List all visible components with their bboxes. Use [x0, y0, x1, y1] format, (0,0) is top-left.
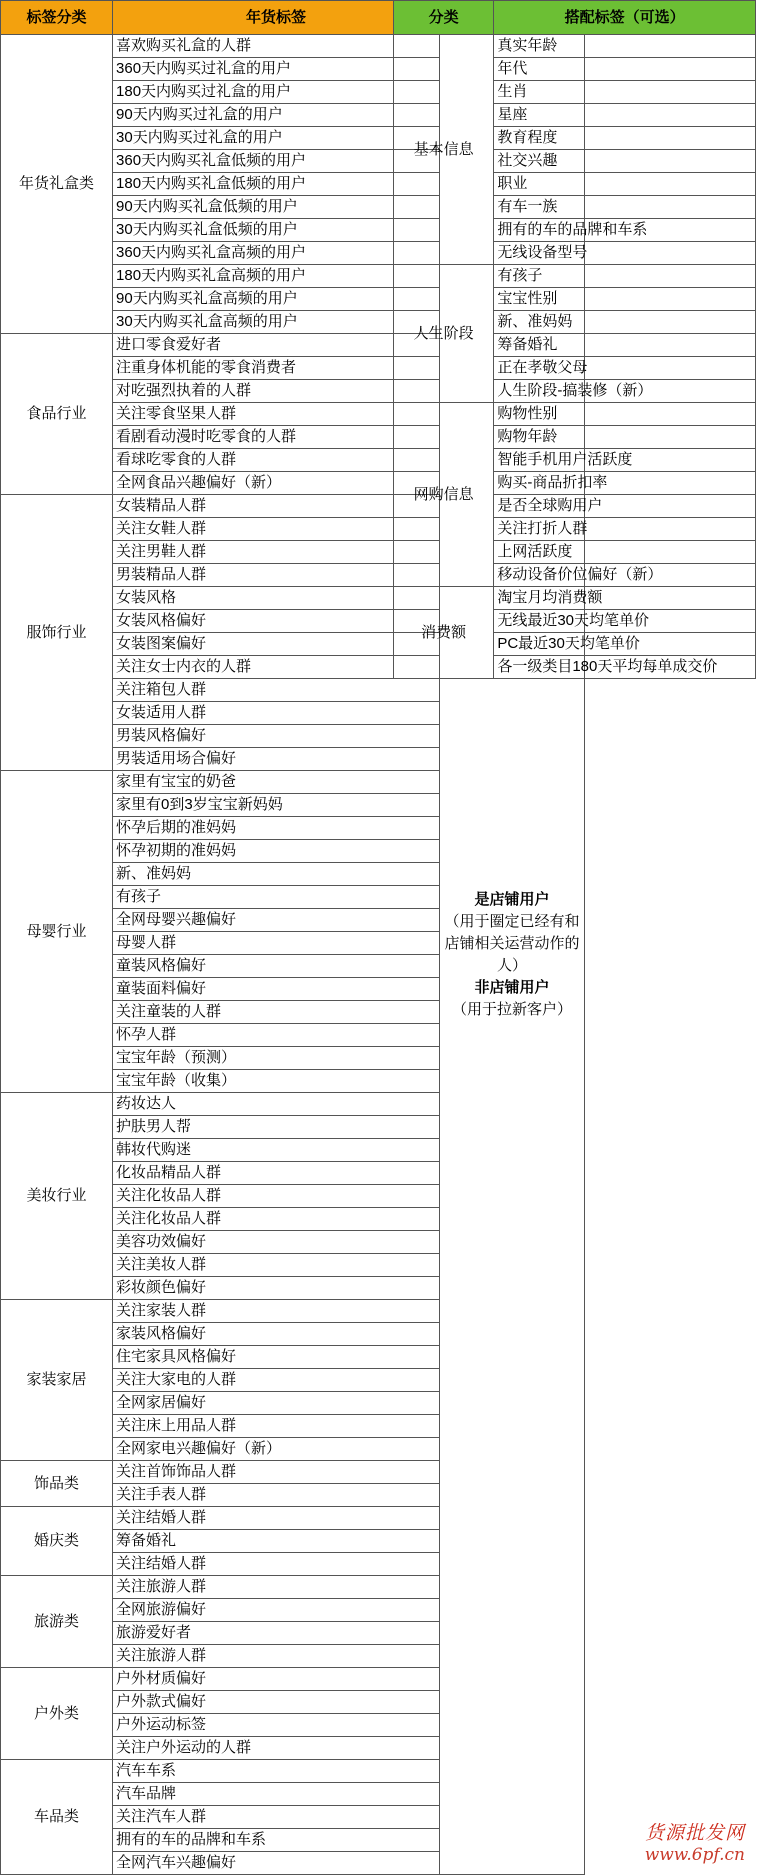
tag-cell: 购买-商品折扣率 — [494, 472, 756, 495]
tag-cell: 人生阶段-搞装修（新） — [494, 380, 756, 403]
tag-cell: 全网旅游偏好 — [113, 1599, 440, 1622]
tag-cell: 男装适用场合偏好 — [113, 748, 440, 771]
tag-cell: 全网食品兴趣偏好（新） — [113, 472, 440, 495]
tag-cell: 360天内购买礼盒高频的用户 — [113, 242, 440, 265]
tag-cell: 关注童装的人群 — [113, 1001, 440, 1024]
tag-cell: 女装风格偏好 — [113, 610, 440, 633]
table-row — [394, 587, 756, 610]
category-cell: 网购信息 — [394, 403, 494, 587]
category-cell: 家装家居 — [1, 1300, 113, 1461]
tag-cell: 90天内购买礼盒低频的用户 — [113, 196, 440, 219]
required-store-user-note: （用于圈定已经有和店铺相关运营动作的人） — [444, 912, 580, 974]
tag-cell: 无线设备型号 — [494, 242, 756, 265]
category-cell: 人生阶段 — [394, 265, 494, 403]
tag-cell: 90天内购买礼盒高频的用户 — [113, 288, 440, 311]
tag-cell: 怀孕后期的准妈妈 — [113, 817, 440, 840]
tag-cell: 怀孕人群 — [113, 1024, 440, 1047]
tag-cell: 童装面料偏好 — [113, 978, 440, 1001]
tag-cell: 汽车车系 — [113, 1760, 440, 1783]
category-cell: 母婴行业 — [1, 771, 113, 1093]
tag-cell: 全网汽车兴趣偏好 — [113, 1852, 440, 1875]
tag-cell: 移动设备价位偏好（新） — [494, 564, 756, 587]
tag-cell: 关注户外运动的人群 — [113, 1737, 440, 1760]
tag-cell: 30天内购买礼盒高频的用户 — [113, 311, 440, 334]
tag-cell: 90天内购买过礼盒的用户 — [113, 104, 440, 127]
tag-cell: 有孩子 — [494, 265, 756, 288]
tag-cell: 怀孕初期的准妈妈 — [113, 840, 440, 863]
table-row — [394, 265, 756, 288]
tag-cell: 关注男鞋人群 — [113, 541, 440, 564]
tag-cell: 户外款式偏好 — [113, 1691, 440, 1714]
tag-cell: 看球吃零食的人群 — [113, 449, 440, 472]
tag-cell: 男装风格偏好 — [113, 725, 440, 748]
tag-cell: 关注女士内衣的人群 — [113, 656, 440, 679]
tag-cell: 家里有0到3岁宝宝新妈妈 — [113, 794, 440, 817]
right-table-body — [394, 35, 756, 679]
header-newyear-tag: 年货标签 — [113, 1, 440, 35]
tag-cell: 关注手表人群 — [113, 1484, 440, 1507]
tag-cell: 关注首饰饰品人群 — [113, 1461, 440, 1484]
tag-cell: 筹备婚礼 — [494, 334, 756, 357]
tag-cell: 有孩子 — [113, 886, 440, 909]
tag-cell: 关注打折人群 — [494, 518, 756, 541]
tag-cell: 全网家居偏好 — [113, 1392, 440, 1415]
tag-cell: 无线最近30天均笔单价 — [494, 610, 756, 633]
tag-cell: 对吃强烈执着的人群 — [113, 380, 440, 403]
category-cell: 户外类 — [1, 1668, 113, 1760]
required-non-store-user-note: （用于拉新客户） — [452, 1000, 573, 1018]
tag-cell: 女装适用人群 — [113, 702, 440, 725]
tag-cell: 户外运动标签 — [113, 1714, 440, 1737]
category-cell: 婚庆类 — [1, 1507, 113, 1576]
tag-cell: 社交兴趣 — [494, 150, 756, 173]
tag-cell: 是否全球购用户 — [494, 495, 756, 518]
right-header-row — [394, 1, 756, 35]
tag-cell: 宝宝年龄（预测） — [113, 1047, 440, 1070]
tag-cell: 关注女鞋人群 — [113, 518, 440, 541]
category-cell: 食品行业 — [1, 334, 113, 495]
tag-cell: 关注美妆人群 — [113, 1254, 440, 1277]
tag-cell: 生肖 — [494, 81, 756, 104]
tag-cell: 购物年龄 — [494, 426, 756, 449]
tag-cell: 30天内购买过礼盒的用户 — [113, 127, 440, 150]
tag-cell: 关注汽车人群 — [113, 1806, 440, 1829]
tag-cell: 进口零食爱好者 — [113, 334, 440, 357]
tag-cell: 宝宝性别 — [494, 288, 756, 311]
tag-cell: 购物性别 — [494, 403, 756, 426]
tag-cell: 韩妆代购迷 — [113, 1139, 440, 1162]
tag-cell: 各一级类目180天平均每单成交价 — [494, 656, 756, 679]
category-cell: 车品类 — [1, 1760, 113, 1875]
tag-cell: 星座 — [494, 104, 756, 127]
category-cell: 基本信息 — [394, 35, 494, 265]
watermark-url: www.6pf.cn — [644, 1845, 745, 1865]
tag-cell: PC最近30天均笔单价 — [494, 633, 756, 656]
required-store-user: 是店铺用户 — [474, 890, 550, 908]
tag-cell: 职业 — [494, 173, 756, 196]
tag-cell: 拥有的车的品牌和车系 — [113, 1829, 440, 1852]
tag-cell: 注重身体机能的零食消费者 — [113, 357, 440, 380]
tag-cell: 护肤男人帮 — [113, 1116, 440, 1139]
tag-cell: 新、准妈妈 — [494, 311, 756, 334]
tag-cell: 关注家装人群 — [113, 1300, 440, 1323]
tag-cell: 上网活跃度 — [494, 541, 756, 564]
tag-cell: 户外材质偏好 — [113, 1668, 440, 1691]
tag-cell: 180天内购买礼盒低频的用户 — [113, 173, 440, 196]
tag-cell: 180天内购买礼盒高频的用户 — [113, 265, 440, 288]
header-tag-category: 标签分类 — [1, 1, 113, 35]
tag-cell: 正在孝敬父母 — [494, 357, 756, 380]
category-cell: 旅游类 — [1, 1576, 113, 1668]
tag-cell: 180天内购买过礼盒的用户 — [113, 81, 440, 104]
tag-cell: 住宅家具风格偏好 — [113, 1346, 440, 1369]
tag-cell: 关注旅游人群 — [113, 1645, 440, 1668]
tag-cell: 筹备婚礼 — [113, 1530, 440, 1553]
watermark-name: 货源批发网 — [644, 1822, 745, 1844]
tag-cell: 关注箱包人群 — [113, 679, 440, 702]
category-cell: 美妆行业 — [1, 1093, 113, 1300]
category-cell: 年货礼盒类 — [1, 35, 113, 334]
tag-cell: 女装风格 — [113, 587, 440, 610]
tag-cell: 360天内购买过礼盒的用户 — [113, 58, 440, 81]
category-cell: 服饰行业 — [1, 495, 113, 771]
tag-cell: 真实年龄 — [494, 35, 756, 58]
tag-cell: 家装风格偏好 — [113, 1323, 440, 1346]
tag-cell: 有车一族 — [494, 196, 756, 219]
tag-cell: 关注结婚人群 — [113, 1507, 440, 1530]
header-category: 分类 — [394, 1, 494, 35]
tag-cell: 美容功效偏好 — [113, 1231, 440, 1254]
tag-cell: 女装精品人群 — [113, 495, 440, 518]
tag-cell: 家里有宝宝的奶爸 — [113, 771, 440, 794]
category-cell: 消费额 — [394, 587, 494, 679]
tag-cell: 母婴人群 — [113, 932, 440, 955]
right-tag-table — [393, 0, 756, 679]
tag-cell: 教育程度 — [494, 127, 756, 150]
watermark — [645, 1818, 745, 1865]
tag-cell: 关注零食坚果人群 — [113, 403, 440, 426]
tag-cell: 360天内购买礼盒低频的用户 — [113, 150, 440, 173]
tag-cell: 药妆达人 — [113, 1093, 440, 1116]
tag-cell: 看剧看动漫时吃零食的人群 — [113, 426, 440, 449]
table-row — [394, 403, 756, 426]
tag-cell: 彩妆颜色偏好 — [113, 1277, 440, 1300]
tag-cell: 智能手机用户活跃度 — [494, 449, 756, 472]
tag-cell: 30天内购买礼盒低频的用户 — [113, 219, 440, 242]
tag-cell: 淘宝月均消费额 — [494, 587, 756, 610]
header-optional-tag: 搭配标签（可选） — [494, 1, 756, 35]
tag-cell: 男装精品人群 — [113, 564, 440, 587]
tag-cell: 关注化妆品人群 — [113, 1185, 440, 1208]
tag-cell: 拥有的车的品牌和车系 — [494, 219, 756, 242]
tag-cell: 童装风格偏好 — [113, 955, 440, 978]
table-row — [394, 35, 756, 58]
tag-cell: 关注床上用品人群 — [113, 1415, 440, 1438]
category-cell: 饰品类 — [1, 1461, 113, 1507]
tag-cell: 关注旅游人群 — [113, 1576, 440, 1599]
tag-cell: 化妆品精品人群 — [113, 1162, 440, 1185]
tag-cell: 旅游爱好者 — [113, 1622, 440, 1645]
required-non-store-user: 非店铺用户 — [474, 978, 550, 996]
tag-cell: 年代 — [494, 58, 756, 81]
tag-cell: 全网母婴兴趣偏好 — [113, 909, 440, 932]
tag-cell: 女装图案偏好 — [113, 633, 440, 656]
tag-cell: 宝宝年龄（收集） — [113, 1070, 440, 1093]
tag-cell: 喜欢购买礼盒的人群 — [113, 35, 440, 58]
tag-cell: 汽车品牌 — [113, 1783, 440, 1806]
tag-cell: 关注大家电的人群 — [113, 1369, 440, 1392]
tag-cell: 新、准妈妈 — [113, 863, 440, 886]
tag-cell: 关注结婚人群 — [113, 1553, 440, 1576]
tag-cell: 关注化妆品人群 — [113, 1208, 440, 1231]
tag-cell: 全网家电兴趣偏好（新） — [113, 1438, 440, 1461]
